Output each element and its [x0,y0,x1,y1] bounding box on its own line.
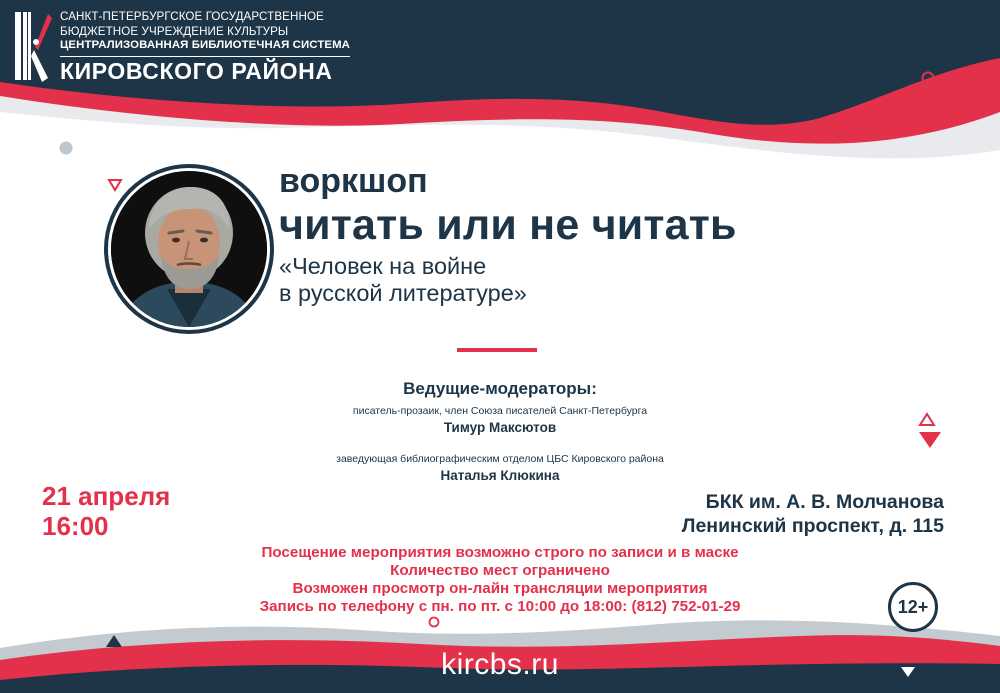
event-title: читать или не читать [279,201,737,249]
note-item: Запись по телефону с пн. по пт. с 10:00 до 18:00: (812) 752-01-29 [259,597,741,615]
org-line-3: ЦЕНТРАЛИЗОВАННАЯ БИБЛИОТЕЧНАЯ СИСТЕМА [60,40,350,56]
venue-name: БКК им. А. В. Молчанова [705,491,944,513]
moderators-heading: Ведущие-модераторы: [403,379,597,398]
deco-circle-grey [60,142,73,155]
library-logo-icon [14,10,54,86]
event-datetime [42,482,170,541]
note-item: Количество мест ограничено [390,561,610,579]
moderator-2-name: Наталья Клюкина [440,468,560,483]
venue-address: Ленинский проспект, д. 115 [681,514,944,537]
event-subtitle [279,253,737,308]
age-rating-badge: 12+ [888,582,938,632]
speaker-portrait [108,168,270,330]
deco-circle-red-small [430,618,439,627]
organization-name [60,11,350,83]
event-subtitle-line-1: «Человек на войне [279,253,487,279]
deco-triangle-outline-left [109,180,121,190]
speaker-photo-icon [111,171,267,327]
event-time: 16:00 [42,510,109,541]
event-title-block [279,164,737,308]
event-kind: воркшоп [279,162,428,200]
org-line-4: КИРОВСКОГО РАЙОНА [60,57,333,84]
org-line-1: САНКТ-ПЕТЕРБУРГСКОЕ ГОСУДАРСТВЕННОЕ [60,10,324,23]
event-notes [0,544,1000,616]
moderator-2-role: заведующая библиографическим отделом ЦБС Кировского района [336,453,664,465]
moderator-1-name: Тимур Максютов [443,420,557,435]
org-line-2: БЮДЖЕТНОЕ УЧРЕЖДЕНИЕ КУЛЬТУРЫ [60,24,289,38]
note-item: Посещение мероприятия возможно строго по записи и в маске [261,544,739,561]
website-link[interactable]: kircbs.ru [441,648,559,681]
moderator-1 [0,405,1000,435]
divider-line [457,348,537,352]
note-item: Возможен просмотр он-лайн трансляции мероприятия [292,579,708,597]
moderator-1-role: писатель-прозаик, член Союза писателей Санкт-Петербурга [352,405,648,417]
event-subtitle-line-2: в русской литературе» [279,280,527,307]
event-venue [682,491,944,539]
event-date: 21 апреля [42,481,171,511]
moderator-2 [0,453,1000,483]
